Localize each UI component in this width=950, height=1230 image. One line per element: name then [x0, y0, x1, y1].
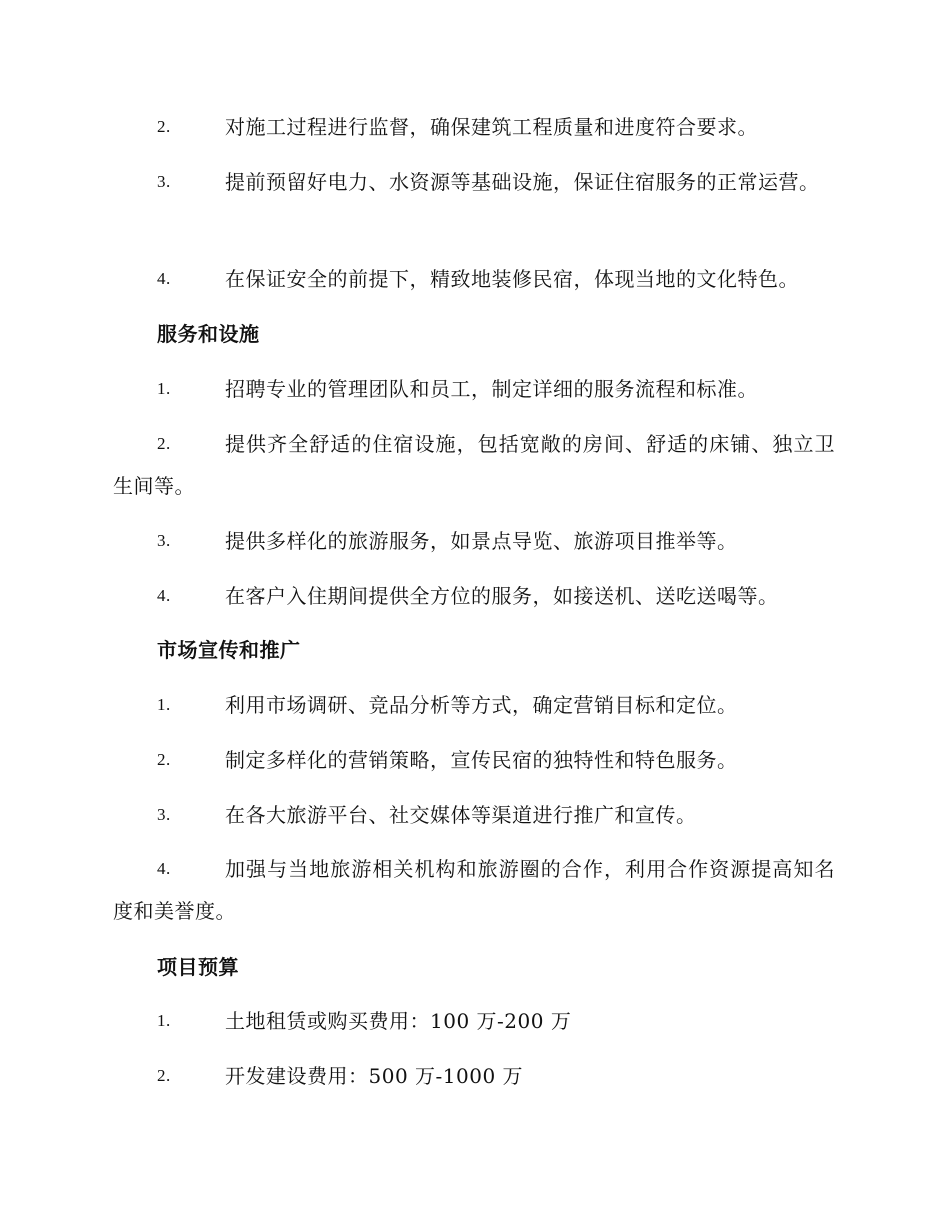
list-number: 4.: [157, 586, 171, 605]
list-text: 开发建设费用：500 万-1000 万: [225, 1064, 524, 1088]
list-text: 提前预留好电力、水资源等基础设施，保证住宿服务的正常运营。: [225, 170, 820, 194]
list-number: 2.: [157, 434, 171, 453]
list-text: 对施工过程进行监督，确保建筑工程质量和进度符合要求。: [225, 115, 758, 139]
list-number: 2.: [157, 117, 171, 136]
list-number: 4.: [157, 269, 171, 288]
list-item: [113, 848, 835, 932]
list-number: 3.: [157, 531, 171, 550]
list-text: 招聘专业的管理团队和员工，制定详细的服务流程和标准。: [225, 377, 758, 401]
list-text: 土地租赁或购买费用：100 万-200 万: [225, 1009, 572, 1033]
list-item: [113, 520, 835, 562]
list-number: 2.: [157, 1066, 171, 1085]
list-item: [113, 1000, 835, 1042]
list-item: [113, 684, 835, 726]
list-item: [113, 106, 835, 148]
list-item: [113, 1055, 835, 1097]
list-item: [113, 575, 835, 617]
list-text: 在客户入住期间提供全方位的服务，如接送机、送吃送喝等。: [225, 584, 779, 608]
list-number: 2.: [157, 750, 171, 769]
list-number: 4.: [157, 859, 171, 878]
list-item: [113, 161, 835, 203]
list-item: [113, 368, 835, 410]
list-number: 1.: [157, 379, 171, 398]
section-heading-service: 服务和设施: [157, 322, 260, 346]
list-text: 在保证安全的前提下，精致地装修民宿，体现当地的文化特色。: [225, 267, 799, 291]
list-number: 1.: [157, 695, 171, 714]
section-heading-marketing: 市场宣传和推广: [157, 638, 301, 662]
list-text: 提供齐全舒适的住宿设施，包括宽敞的房间、舒适的床铺、独立卫生间等。: [113, 432, 835, 498]
list-item: [113, 794, 835, 836]
list-text: 加强与当地旅游相关机构和旅游圈的合作，利用合作资源提高知名度和美誉度。: [113, 857, 835, 923]
list-text: 利用市场调研、竞品分析等方式，确定营销目标和定位。: [225, 693, 738, 717]
list-text: 在各大旅游平台、社交媒体等渠道进行推广和宣传。: [225, 803, 697, 827]
list-text: 制定多样化的营销策略，宣传民宿的独特性和特色服务。: [225, 748, 738, 772]
list-item: [113, 423, 835, 507]
list-number: 3.: [157, 172, 171, 191]
list-item: [113, 739, 835, 781]
list-number: 1.: [157, 1011, 171, 1030]
list-number: 3.: [157, 805, 171, 824]
list-item: [113, 258, 835, 300]
section-heading-budget: 项目预算: [157, 955, 239, 979]
list-text: 提供多样化的旅游服务，如景点导览、旅游项目推举等。: [225, 529, 738, 553]
